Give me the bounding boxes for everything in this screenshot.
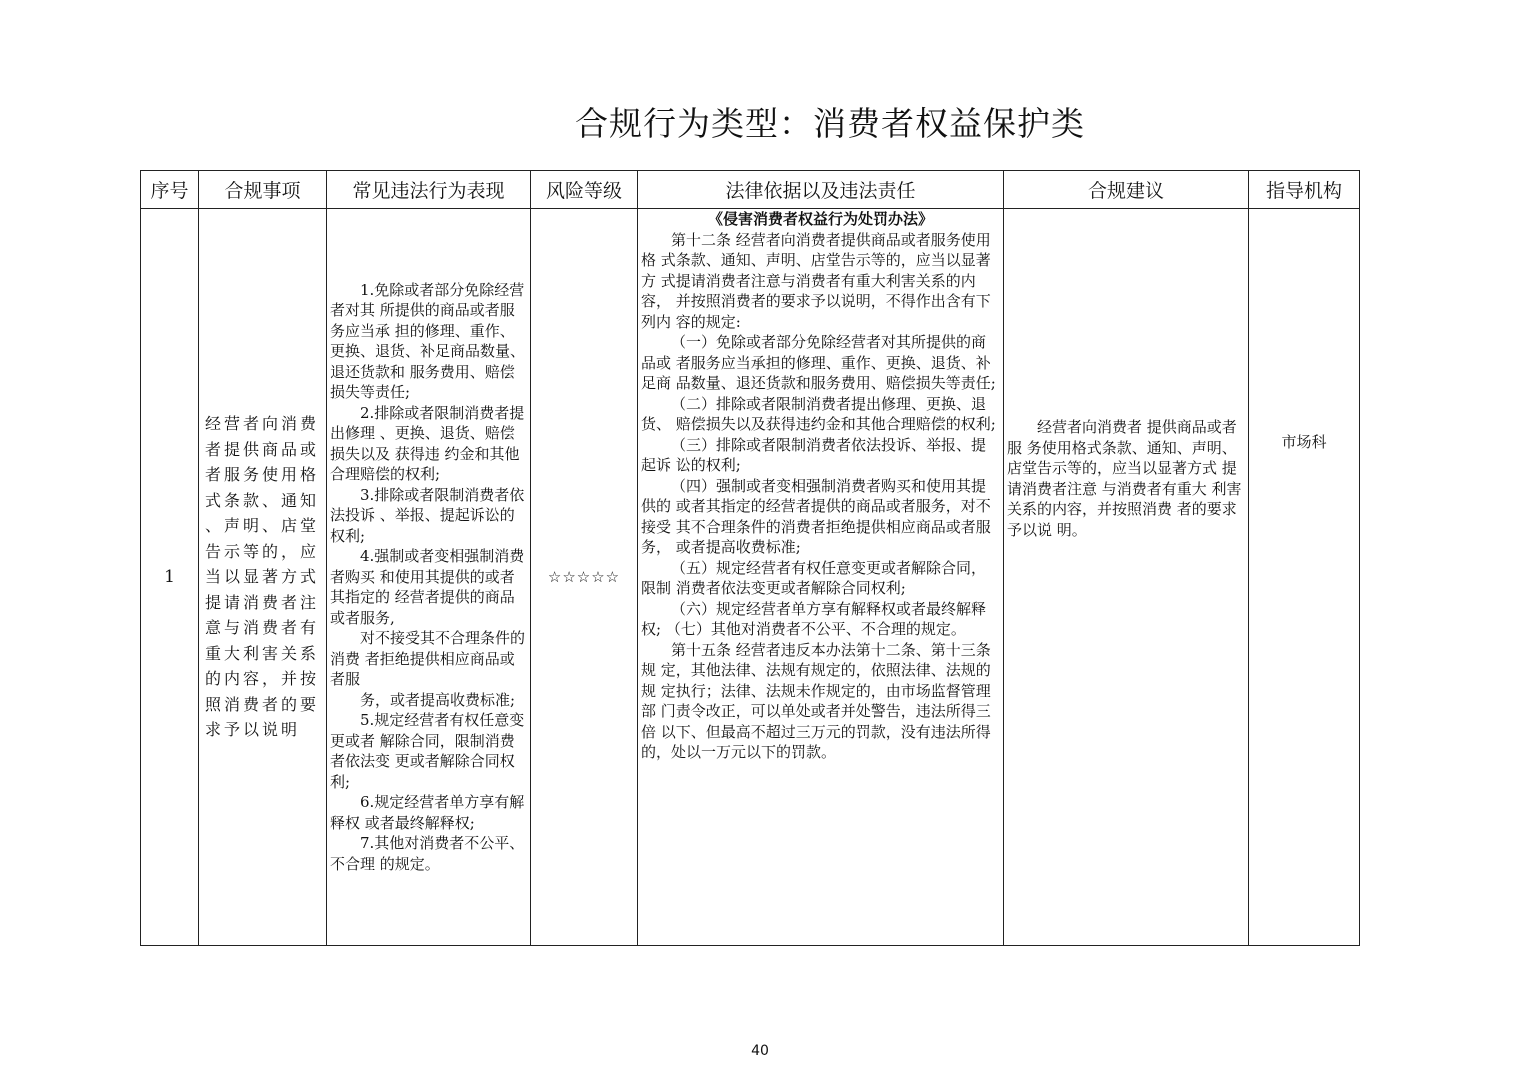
legal-basis (638, 209, 1004, 946)
header-index: 序号 (141, 171, 199, 209)
page-title: 合规行为类型：消费者权益保护类 (575, 104, 1085, 143)
org-spacer (1249, 209, 1359, 431)
violation-item: 务，或者提高收费标准; (360, 690, 516, 709)
violation-item: 3.排除或者限制消费者依法投诉 、举报、提起诉讼的权利; (330, 485, 525, 545)
header-risk: 风险等级 (531, 171, 638, 209)
header-advice: 合规建议 (1004, 171, 1249, 209)
violation-item: 5.规定经营者有权任意变更或者 解除合同，限制消费者依法变 更或者解除合同权利; (330, 711, 525, 791)
violation-item: 4.强制或者变相强制消费者购买 和使用其提供的或者其指定的 经营者提供的商品或者服务, (330, 547, 525, 627)
header-acts: 常见违法行为表现 (327, 171, 531, 209)
compliance-advice (1004, 209, 1249, 946)
compliance-item: 经营者向消费 者提供商品或 者服务使用格 式条款、通知 、声明、店堂 告示等的，应 当以显著方式 提请消费者注 意与消费者有 重大利害关系 的内容，并按 照消费者的要 求予以说明 (199, 209, 327, 946)
law-paragraph: 第十二条 经营者向消费者提供商品或者服务使用格 式条款、通知、声明、店堂告示等的，应当以显著方 式提请消费者注意与消费者有重大利害关系的内容， 并按照消费者的要求予以说明，不得作出含有下列内 容的规定: (641, 230, 991, 331)
law-paragraph: （五）规定经营者有权任意变更或者解除合同，限制 消费者依法变更或者解除合同权利; (641, 558, 987, 597)
advice-text: 经营者向消费者 提供商品或者服 务使用格式条款、通知、声明、 店堂告示等的，应当以显著方式 提请消费者注意 与消费者有重大 利害关系的内容，并按照消费 者的要求予以说 明。 (1007, 418, 1242, 539)
row-index: 1 (141, 209, 199, 946)
org-name: 市场科 (1281, 433, 1327, 451)
law-paragraph: （二）排除或者限制消费者提出修理、更换、退货、 赔偿损失以及获得违约金和其他合理赔偿的权利; (641, 394, 996, 433)
header-item: 合规事项 (199, 171, 327, 209)
violation-item: 1.免除或者部分免除经营者对其 所提供的商品或者服务应当承 担的修理、重作、更换、退货、补足商品数量、退还货款和 服务费用、赔偿损失等责任; (330, 280, 526, 402)
header-law: 法律依据以及违法责任 (638, 171, 1004, 209)
law-paragraph: 第十五条 经营者违反本办法第十二条、第十三条规 定，其他法律、法规有规定的，依照法律、法规的规 定执行；法律、法规未作规定的，由市场监督管理部 门责令改正，可以单处或者并处警告，违法所得三倍 以下、但最高不超过三万元的罚款，没有违法所得的，处以一万元以下的罚款。 (641, 640, 991, 761)
law-paragraph: （三）排除或者限制消费者依法投诉、举报、提起诉 讼的权利; (641, 435, 987, 474)
violation-item: 6.规定经营者单方享有解释权 或者最终解释权; (330, 793, 525, 832)
law-paragraph: （一）免除或者部分免除经营者对其所提供的商品或 者服务应当承担的修理、重作、更换、退货、补足商 品数量、退还货款和服务费用、赔偿损失等责任; (641, 333, 996, 392)
guiding-org (1249, 209, 1360, 946)
page-number: 40 (751, 1043, 769, 1059)
law-paragraph: （六）规定经营者单方享有解释权或者最终解释权; （七）其他对消费者不公平、不合理的规定。 (641, 599, 987, 638)
violation-item: 7.其他对消费者不公平、不合理 的规定。 (330, 834, 525, 873)
law-paragraph: （四）强制或者变相强制消费者购买和使用其提供的 或者其指定的经营者提供的商品或者服务，对不接受 其不合理条件的消费者拒绝提供相应商品或者服务， 或者提高收费标准; (641, 476, 991, 556)
advice-spacer (1007, 209, 1245, 417)
violation-item: 对不接受其不合理条件的消费 者拒绝提供相应商品或者服 (330, 629, 526, 689)
table-header-row (141, 171, 1360, 209)
violation-item: 2.排除或者限制消费者提出修理 、更换、退货、赔偿损失以及 获得违 约金和其他合理赔偿的权利; (330, 403, 525, 484)
header-org: 指导机构 (1249, 171, 1360, 209)
violation-list (327, 209, 531, 946)
compliance-table (140, 170, 1360, 946)
risk-rating: ☆☆☆☆☆ (531, 209, 638, 946)
table-row (141, 209, 1360, 946)
law-title: 《侵害消费者权益行为处罚办法》 (707, 210, 933, 228)
